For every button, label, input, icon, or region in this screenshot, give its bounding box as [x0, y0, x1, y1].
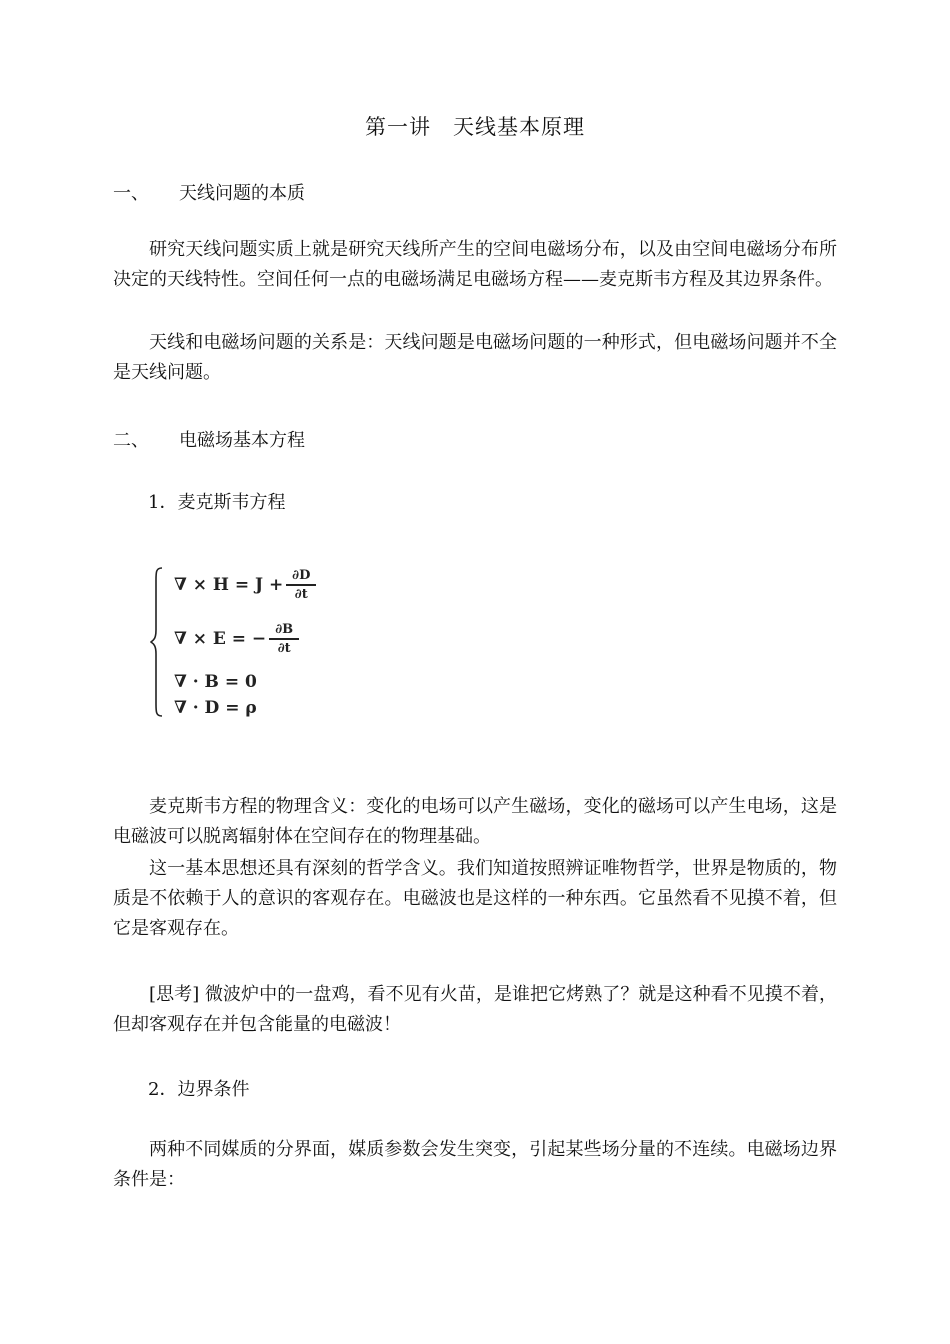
paragraph: 两种不同媒质的分界面，媒质参数会发生突变，引起某些场分量的不连续。电磁场边界条件是： [113, 1139, 837, 1190]
section-heading-1 [113, 179, 305, 205]
fraction-bar [269, 638, 299, 640]
paragraph: [思考] 微波炉中的一盘鸡，看不见有火苗，是谁把它烤熟了？就是这种看不见摸不着，但却客观存在并包含能量的电磁波！ [113, 984, 837, 1035]
equation-curl-e [174, 622, 299, 656]
fraction-bar [286, 584, 316, 586]
paragraph: 研究天线问题实质上就是研究天线所产生的空间电磁场分布，以及由空间电磁场分布所决定的天线特性。空间任何一点的电磁场满足电磁场方程——麦克斯韦方程及其边界条件。 [113, 239, 837, 290]
equation-lhs: ∇ × E = − [174, 628, 267, 649]
fraction [286, 568, 316, 602]
section-heading-2 [113, 426, 305, 452]
numerator: ∂B [275, 622, 294, 637]
paragraph: 天线和电磁场问题的关系是：天线问题是电磁场问题的一种形式，但电磁场问题并不全是天线问题。 [113, 332, 837, 383]
denominator: ∂t [277, 640, 291, 656]
section-number: 一、 [113, 183, 149, 204]
page-title: 第一讲 天线基本原理 [365, 115, 585, 139]
equation-curl-h [174, 568, 316, 602]
section-title: 电磁场基本方程 [179, 430, 305, 451]
maxwell-equations [150, 562, 370, 722]
denominator: ∂t [294, 586, 308, 602]
section-number: 二、 [113, 430, 149, 451]
numerator: ∂D [292, 568, 311, 583]
paragraph: 麦克斯韦方程的物理含义：变化的电场可以产生磁场，变化的磁场可以产生电场，这是电磁波可以脱离辐射体在空间存在的物理基础。 [113, 796, 837, 847]
equation-div-d: ∇ · D = ρ [174, 698, 257, 718]
section-title: 天线问题的本质 [179, 183, 305, 204]
paragraph: 这一基本思想还具有深刻的哲学含义。我们知道按照辨证唯物哲学，世界是物质的，物质是不依赖于人的意识的客观存在。电磁波也是这样的一种东西。它虽然看不见摸不着，但它是客观存在。 [113, 858, 837, 939]
equation-div-b: ∇ · B = 0 [174, 672, 257, 692]
subheading-maxwell: 1．麦克斯韦方程 [148, 492, 286, 513]
subheading-boundary: 2．边界条件 [148, 1079, 250, 1100]
brace-icon [150, 566, 164, 718]
fraction [269, 622, 299, 656]
equation-lhs: ∇ × H = J + [174, 574, 284, 595]
